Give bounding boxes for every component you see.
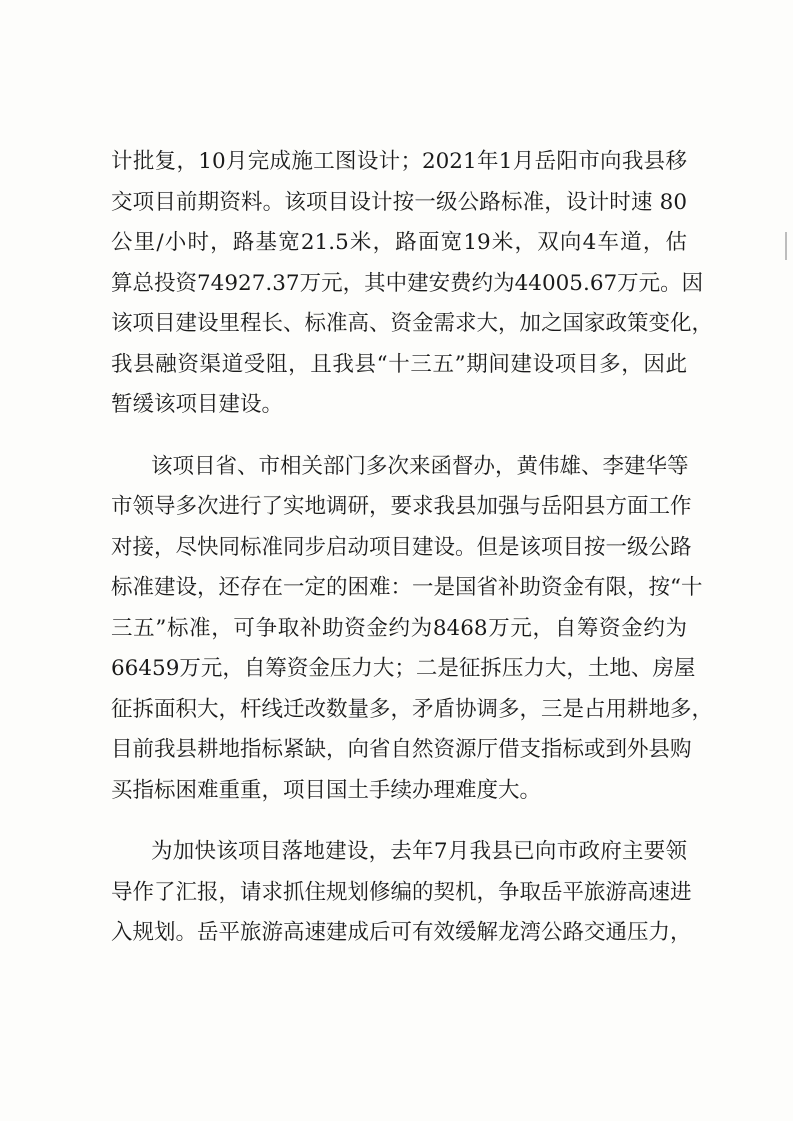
text-line: 导作了汇报，请求抓住规划修编的契机，争取岳平旅游高速进 — [111, 879, 692, 905]
text-line: 我县融资渠道受阻，且我县“十三五”期间建设项目多，因此 — [111, 351, 687, 377]
text-line: 入规划。岳平旅游高速建成后可有效缓解龙湾公路交通压力， — [111, 920, 692, 945]
text-line: 标准建设，还存在一定的困难：一是国省补助资金有限，按“十 — [111, 575, 703, 600]
text-line: 计批复，10月完成施工图设计；2021年1月岳阳市向我县移 — [111, 149, 687, 174]
scan-artifact — [785, 232, 787, 260]
text-line: 算总投资74927.37万元，其中建安费约为44005.67万元。因 — [111, 270, 704, 296]
text-line: 征拆面积大，杆线迁改数量多，矛盾协调多，三是占用耕地多， — [111, 696, 714, 722]
text-line: 暂缓该项目建设。 — [111, 392, 284, 417]
text-line: 对接，尽快同标准同步启动项目建设。但是该项目按一级公路 — [111, 534, 692, 560]
text-line: 为加快该项目落地建设，去年7月我县已向市政府主要领 — [151, 839, 687, 864]
text-line: 66459万元，自筹资金压力大；二是征拆压力大，土地、房屋 — [111, 656, 696, 681]
text-line: 该项目省、市相关部门多次来函督办，黄伟雄、李建华等 — [151, 453, 689, 479]
text-line: 交项目前期资料。该项目设计按一级公路标准，设计时速 80 — [111, 189, 687, 215]
text-line: 目前我县耕地指标紧缺，向省自然资源厅借支指标或到外县购 — [111, 737, 692, 762]
text-line: 公里/小时，路基宽21.5米，路面宽19米，双向4车道，估 — [111, 230, 687, 255]
text-line: 该项目建设里程长、标准高、资金需求大，加之国家政策变化， — [111, 311, 714, 336]
document-body — [111, 142, 714, 954]
text-line: 买指标困难重重，项目国土手续办理难度大。 — [111, 777, 542, 803]
text-line: 三五”标准，可争取补助资金约为8468万元，自筹资金约为 — [111, 615, 687, 641]
text-line: 市领导多次进行了实地调研，要求我县加强与岳阳县方面工作 — [111, 494, 692, 519]
